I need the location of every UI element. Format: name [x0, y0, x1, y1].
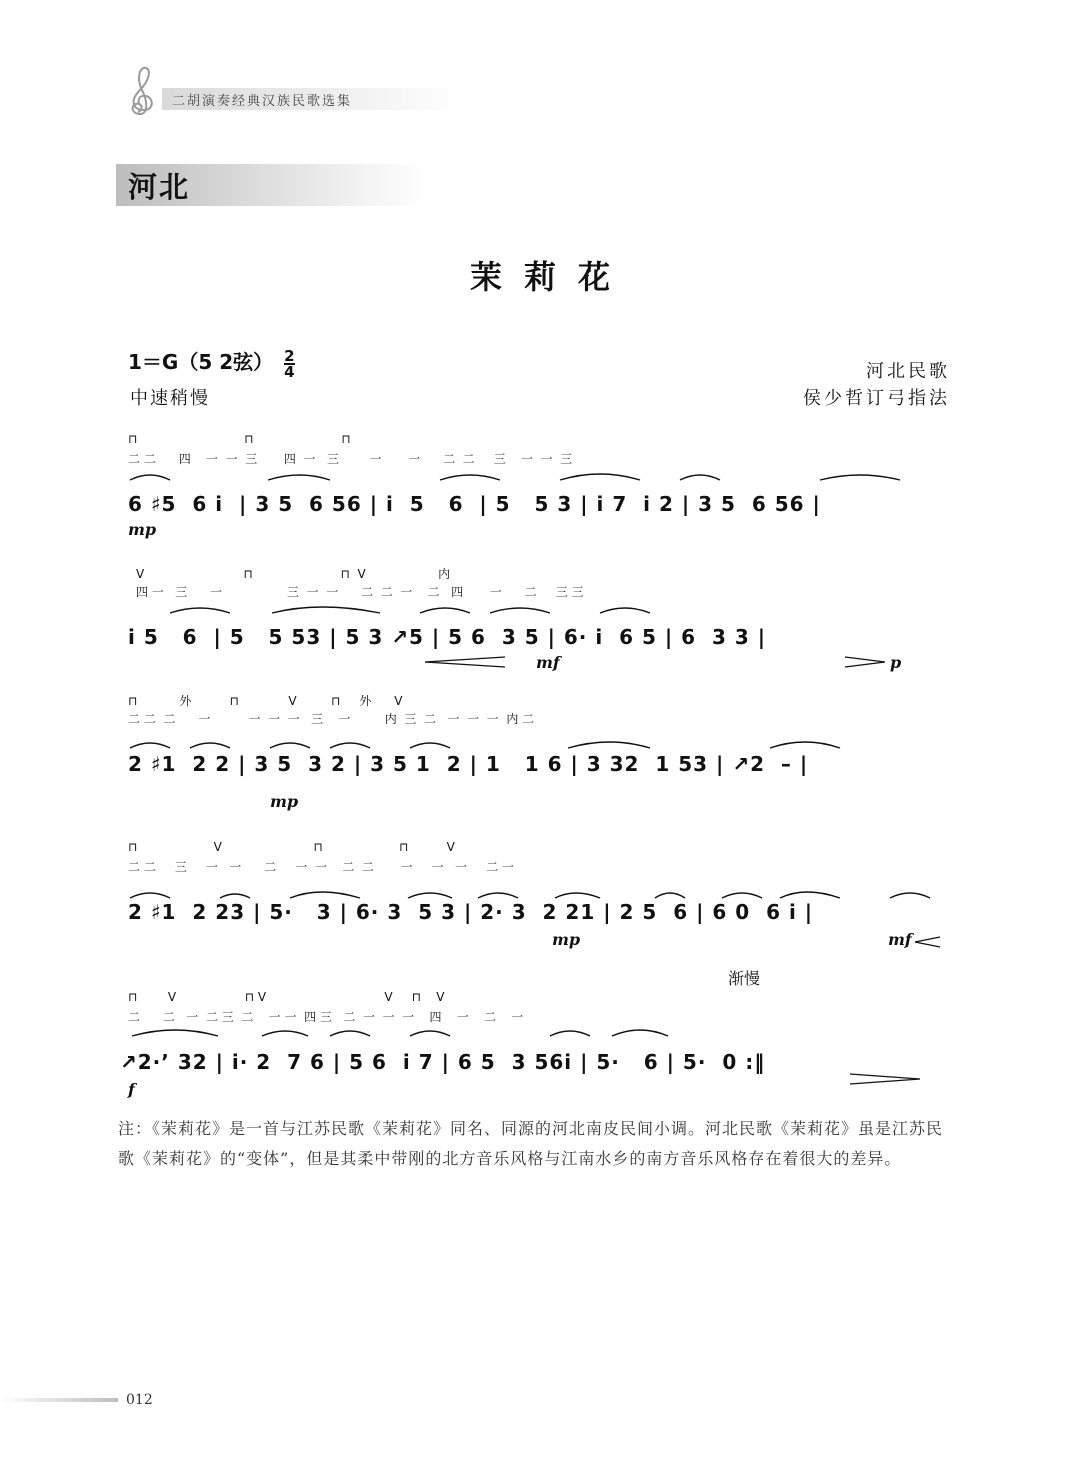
dynamic-mark: f	[128, 1080, 135, 1099]
dynamic-mark: mp	[552, 930, 581, 949]
bowing-marks: ⊓ 外 ⊓ V ⊓ 外 V	[128, 694, 403, 708]
treble-clef-icon	[118, 62, 166, 118]
notation-line: ↗2·’ 32 | i· 2 7 6 | 5 6 i 7 | 6 5 3 56i | 5· 6 | 5· 0 :‖	[120, 1050, 766, 1074]
bowing-marks: ⊓ V ⊓ V V ⊓ V	[128, 990, 445, 1004]
slur-marks	[0, 432, 1080, 552]
key-signature-text: 1＝G（5 2弦）	[128, 350, 274, 374]
fingering-marks: 二 二 一 二 三 二 一 一 四 三 二 一 一 一 四 一 二 一	[128, 1010, 524, 1024]
notation-line: i 5 6 | 5 5 53 | 5 3 ↗5 | 5 6 3 5 | 6· i 6 5 | 6 3 3 |	[128, 625, 767, 649]
slur-marks	[0, 565, 1080, 685]
tempo-marking: 中速稍慢	[130, 388, 210, 409]
fingering-marks: 二 二 四 一 一 三 四 一 三 一 一 二 二 三 一 一 三	[128, 452, 573, 466]
time-signature	[284, 346, 295, 381]
book-title: 二胡演奏经典汉族民歌选集	[172, 94, 353, 109]
tempo-change-marking: 渐慢	[728, 969, 761, 988]
staff-system-1	[0, 432, 1080, 552]
time-signature-top: 2	[284, 346, 295, 365]
notation-line: 2 ♯1 2 23 | 5· 3 | 6· 3 5 3 | 2· 3 2 21 | 2 5 6 | 6 0 6 i |	[128, 900, 814, 924]
dynamic-mark: mf	[536, 653, 560, 672]
time-signature-bottom: 4	[284, 362, 295, 381]
staff-system-3	[0, 692, 1080, 812]
song-origin: 河北民歌	[866, 361, 950, 382]
staff-system-5	[0, 990, 1080, 1110]
slur-marks	[0, 692, 1080, 812]
song-title: 茉莉花	[469, 258, 632, 296]
arranger-credit: 侯少哲订弓指法	[803, 388, 950, 409]
footnote: 注：《茉莉花》是一首与江苏民歌《茉莉花》同名、同源的河北南皮民间小调。河北民歌《茉莉花》虽是江苏民歌《茉莉花》的“变体”，但是其柔中带刚的北方音乐风格与江南水乡的南方音乐风格存在着很大的差异。	[118, 1119, 944, 1168]
staff-system-4	[0, 840, 1080, 960]
bowing-marks: ⊓ V ⊓ ⊓ V	[128, 840, 455, 854]
slur-marks	[0, 990, 1080, 1110]
dynamic-mark: p	[890, 653, 902, 672]
staff-system-2	[0, 565, 1080, 685]
running-header	[118, 62, 458, 112]
dynamic-mark: mf	[888, 930, 912, 949]
bowing-marks: V ⊓ ⊓ V 内	[136, 567, 451, 581]
notation-line: 6 ♯5 6 i | 3 5 6 56 | i 5 6 | 5 5 3 | i 7 i 2 | 3 5 6 56 |	[128, 492, 821, 516]
fingering-marks: 四 一 三 一 三 一 一 二 二 一 二 四 一 二 三 三	[136, 585, 584, 599]
dynamic-mark: mp	[128, 520, 157, 539]
notation-line: 2 ♯1 2 2 | 3 5 3 2 | 3 5 1 2 | 1 1 6 | 3 32 1 53 | ↗2 – |	[128, 752, 809, 776]
fingering-marks: 二 二 二 一 一 一 一 三 一 内 三 二 一 一 一 内 二	[128, 712, 535, 726]
dynamic-mark: mp	[270, 792, 299, 811]
section-label: 河北	[128, 170, 191, 204]
page-number: 012	[126, 1392, 153, 1408]
key-signature	[128, 346, 295, 379]
fingering-marks: 二 二 三 一 一 二 一 一 二 二 一 一 一 二 一	[128, 860, 514, 874]
footer-rule	[0, 1398, 118, 1402]
bowing-marks: ⊓ ⊓ ⊓	[128, 432, 351, 446]
slur-marks	[0, 840, 1080, 960]
